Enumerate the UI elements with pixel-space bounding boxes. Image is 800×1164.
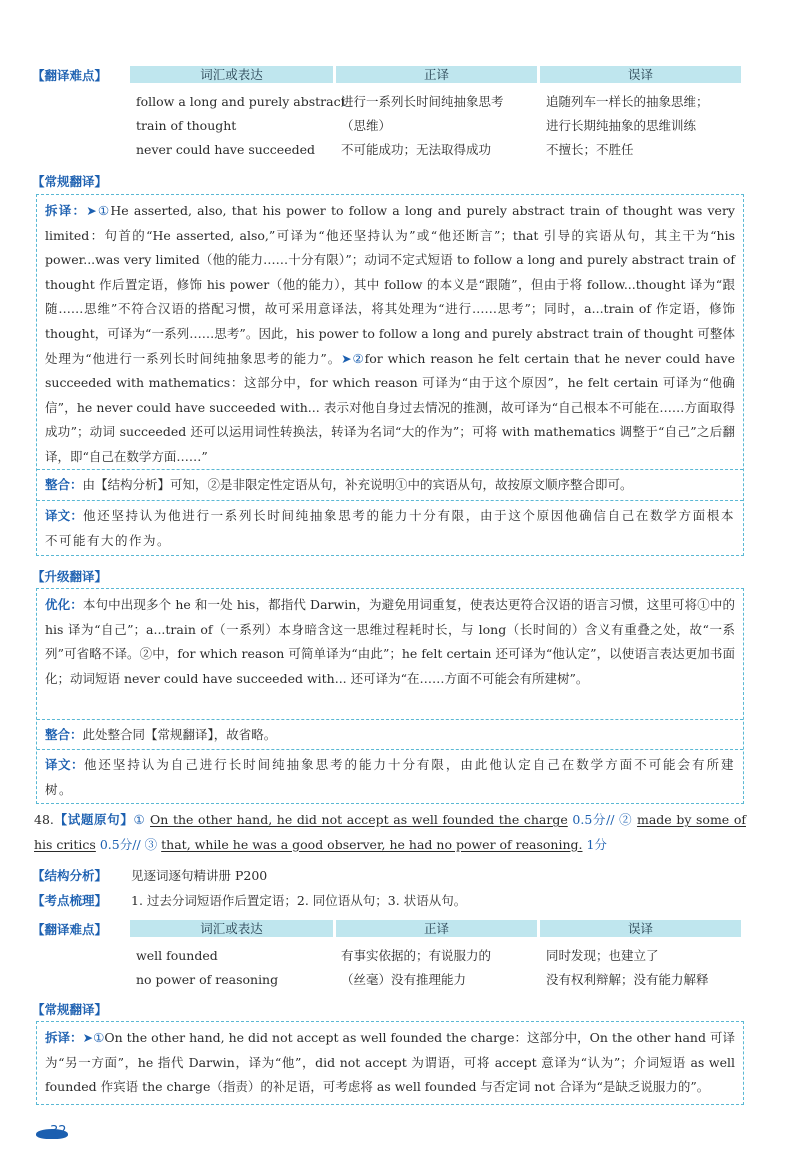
table-header-expression: 词汇或表达 (130, 66, 333, 83)
difficulty-label: 【翻译难点】 (32, 922, 108, 937)
integrate-label: 整合： (45, 477, 83, 492)
circle-2-icon: ② (619, 812, 633, 827)
arrow-circle-2-icon: ➤② (341, 350, 365, 366)
optimize-paragraph (45, 593, 735, 691)
divider (37, 500, 743, 501)
upgrade-translation-label: 【升级翻译】 (32, 569, 108, 584)
divider (37, 719, 743, 720)
table-cell: 不擅长；不胜任 (546, 142, 634, 157)
clause-1: On the other hand, he did not accept as well founded the charge (150, 812, 568, 827)
analysis-text: On the other hand, he did not accept as well founded the charge：这部分中，On the other hand 可译为“另一方面”，he 指代 Darwin，译为“他”，did not accept 为谓语，可将 accept 意译为“认为”；介词短语 as well founded 作宾语 the charge（指责）的补足语，可考虑将 as well founded 与否定词 not 合译为“是缺乏说服力的”。 (45, 1030, 735, 1095)
points-label: 【考点梳理】 (32, 893, 108, 908)
divider (37, 469, 743, 470)
translation-text: 他还坚持认为自己进行长时间纯抽象思考的能力十分有限，由此他认定自己在数学方面不可能会有所建树。 (45, 757, 735, 797)
table-cell: follow a long and purely abstract (136, 94, 346, 109)
table-header-correct: 正译 (336, 66, 537, 83)
table-cell: （丝毫）没有推理能力 (341, 972, 467, 987)
integrate-paragraph (45, 723, 735, 748)
table-cell: 进行长期纯抽象的思维训练 (546, 118, 697, 133)
table-header-wrong: 误译 (540, 920, 741, 937)
table-cell: well founded (136, 948, 218, 963)
regular-translation-label: 【常规翻译】 (32, 1002, 108, 1017)
points-text: 1. 过去分词短语作后置定语；2. 同位语从句；3. 状语从句。 (131, 893, 467, 908)
translation-paragraph (45, 753, 735, 802)
page-number: 32 (50, 1124, 67, 1139)
arrow-circle-1-icon: ➤① (86, 203, 111, 218)
slash-separator: // (132, 836, 141, 852)
table-cell: 追随列车一样长的抽象思维； (546, 94, 709, 109)
circle-3-icon: ③ (144, 836, 158, 852)
analysis-part1: He asserted, also, that his power to follow a long and purely abstract train of thought was very limited：句首的“He asserted, also,”可译为“他还坚持认为”或“他还断言”；that 引导的宾语从句，其主干为“his power...was very limited（他的能力……十分有限）”；动词不定式短语 to follow a long and purely abstract train of thought 作后置定语，修饰 his power（他的能力），其中 follow 的本义是“跟随”，但由于将 follow...thought 译为“跟随……思维”不符合汉语的搭配习惯，故可采用意译法，将其处理为“进行……思考”；同时，a...train of 作定语，修饰 thought，可译为“一系列……思考”。因此，his power to follow a long and purely abstract train of thought 可整体处理为“他进行一系列长时间纯抽象思考的能力”。 (45, 203, 735, 366)
analysis-label: 拆译： (45, 1030, 83, 1045)
table-header-correct: 正译 (336, 920, 537, 937)
table-cell: never could have succeeded (136, 142, 316, 157)
integrate-text: 此处整合同【常规翻译】，故省略。 (82, 727, 277, 742)
table-header-expression: 词汇或表达 (130, 920, 333, 937)
q48-source-sentence (34, 808, 746, 857)
integrate-label: 整合： (45, 727, 83, 742)
score-3: 1分 (586, 836, 607, 852)
table-cell: （思维） (341, 118, 392, 133)
table-cell: no power of reasoning (136, 972, 279, 987)
clause-2: made by some of his critics (34, 812, 746, 852)
translation-label: 译文： (45, 757, 84, 772)
question-number: 48. (34, 812, 54, 827)
divider (37, 749, 743, 750)
table-cell: 同时发现；也建立了 (546, 948, 659, 963)
table-cell: 没有权利辩解；没有能力解释 (546, 972, 709, 987)
optimize-text: 本句中出现多个 he 和一处 his，都指代 Darwin，为避免用词重复，使表达更符合汉语的语言习惯，这里可将①中的 his 译为“自己”；a...train of（一系列）本身暗含这一思维过程耗时长，与 long（长时间的）含义有重叠之处，故“一系列”可省略不译。②中，for which reason 可简单译为“由此”；he felt certain 还可译为“他认定”，以使语言表达更加书面化；动词短语 never could have succeeded with... 还可译为“在……方面不可能会有所建树”。 (45, 597, 735, 686)
structure-text: 见逐词逐句精讲册 P200 (131, 868, 268, 883)
translation-text: 他还坚持认为他进行一系列长时间纯抽象思考的能力十分有限，由于这个原因他确信自己在数学方面根本不可能有大的作为。 (45, 508, 735, 548)
clause-3: that, while he was a good observer, he had no power of reasoning. (161, 836, 583, 852)
analysis-part2: for which reason he felt certain that he never could have succeeded with mathematics：这部分中，for which reason 可译为“由于这个原因”，he felt certain 可译为“他确信”，he never could have succeeded with... 表示对他自身过去情况的推测，故可译为“自己根本不可能在……方面取得成功”；动词 succeeded 还可以运用词性转换法，转译为名词“大的作为”；可将 with mathematics 调整于“自己”之后翻译，即“自己在数学方面……” (45, 350, 735, 464)
integrate-text: 由【结构分析】可知，②是非限定性定语从句，补充说明①中的宾语从句，故按原文顺序整合即可。 (82, 477, 633, 492)
table-cell: 有事实依据的；有说服力的 (341, 948, 492, 963)
structure-label: 【结构分析】 (32, 868, 108, 883)
analysis-label: 拆译： (45, 203, 87, 218)
integrate-paragraph (45, 473, 735, 498)
table-header-wrong: 误译 (540, 66, 741, 83)
table-cell: 进行一系列长时间纯抽象思考 (341, 94, 504, 109)
translation-label: 译文： (45, 508, 84, 523)
source-label: 【试题原句】 (53, 812, 134, 827)
optimize-label: 优化： (45, 597, 83, 612)
analysis-paragraph (45, 1026, 735, 1100)
regular-translation-box (36, 1021, 744, 1105)
score-1: 0.5分 (572, 812, 607, 827)
score-2: 0.5分 (99, 836, 133, 852)
regular-translation-label: 【常规翻译】 (32, 174, 108, 189)
slash-separator: // (606, 812, 615, 827)
upgrade-translation-box (36, 588, 744, 804)
circle-1-icon: ① (133, 812, 146, 827)
regular-translation-box (36, 194, 744, 556)
table-cell: 不可能成功；无法取得成功 (341, 142, 492, 157)
difficulty-label: 【翻译难点】 (32, 68, 108, 83)
arrow-circle-1-icon: ➤① (82, 1030, 105, 1045)
analysis-paragraph (45, 199, 735, 470)
table-cell: train of thought (136, 118, 237, 133)
translation-paragraph (45, 504, 735, 553)
